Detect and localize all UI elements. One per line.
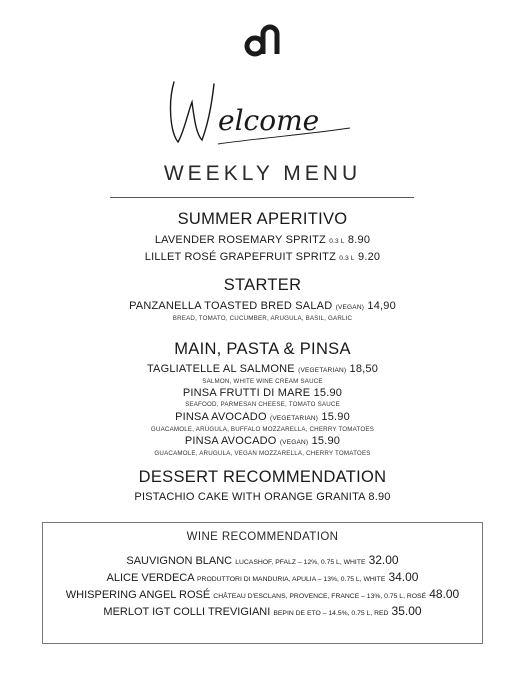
menu-item: PINSA AVOCADO (VEGAN) 15.90 GUACAMOLE, ARUGULA, VEGAN MOZZARELLA, CHERRY TOMATOES [154,435,371,457]
menu-title: WEEKLY MENU [163,162,362,185]
section-title: SUMMER APERITIVO [177,210,348,228]
divider [110,197,414,198]
menu-item: LAVENDER ROSEMARY SPRITZ 0.3 L 8.90 [154,234,371,246]
menu-item: LILLET ROSÉ GRAPEFRUIT SPRITZ 0.3 L 9.20 [144,251,381,263]
wine-title: WINE RECOMMENDATION [186,531,339,543]
section-starter [0,276,525,295]
menu-item: PANZANELLA TOASTED BRED SALAD (VEGAN) 14,90 BREAD, TOMATO, CUCUMBER, ARUGULA, BASIL, GARLIC [129,300,396,322]
wine-recommendation-box [42,522,483,644]
section-aperitivo [0,210,525,229]
wine-item: MERLOT IGT COLLI TREVIGIANI BEPIN DE ETO – 14.5%, 0.75 L, RED 35.00 [103,604,422,618]
menu-item: PINSA AVOCADO (VEGETARIAN) 15.90 GUACAMOLE, ARUGULA, BUFFALO MOZZARELLA, CHERRY TOMATOES [150,411,375,433]
wine-item: ALICE VERDECA PRODUTTORI DI MANDURIA, APULIA – 13%, 0.75 L, WHITE 34.00 [106,570,419,584]
welcome-text: elcome [218,104,320,137]
menu-item: TAGLIATELLE AL SALMONE (VEGETARIAN) 18,50 SALMON, WHITE WINE CREAM SAUCE [146,363,379,385]
section-dessert [0,468,525,487]
wine-item: WHISPERING ANGEL ROSÉ CHÂTEAU D'ESCLANS, PROVENCE, FRANCE – 13%, 0.75 L, ROSÉ 48.00 [65,587,460,601]
section-title: DESSERT RECOMMENDATION [138,468,387,486]
section-main [0,340,525,359]
menu-item: PISTACHIO CAKE WITH ORANGE GRANITA 8.90 [134,491,391,503]
section-title: MAIN, PASTA & PINSA [174,340,351,358]
menu-item: PINSA FRUTTI DI MARE 15.90 SEAFOOD, PARMESAN CHEESE, TOMATO SAUCE [182,387,343,408]
dn-logo-icon [243,20,283,60]
welcome-script [160,62,360,152]
section-title: STARTER [223,276,302,294]
wine-item: SAUVIGNON BLANC LUCASHOF, PFALZ – 12%, 0.75 L, WHITE 32.00 [126,553,399,567]
